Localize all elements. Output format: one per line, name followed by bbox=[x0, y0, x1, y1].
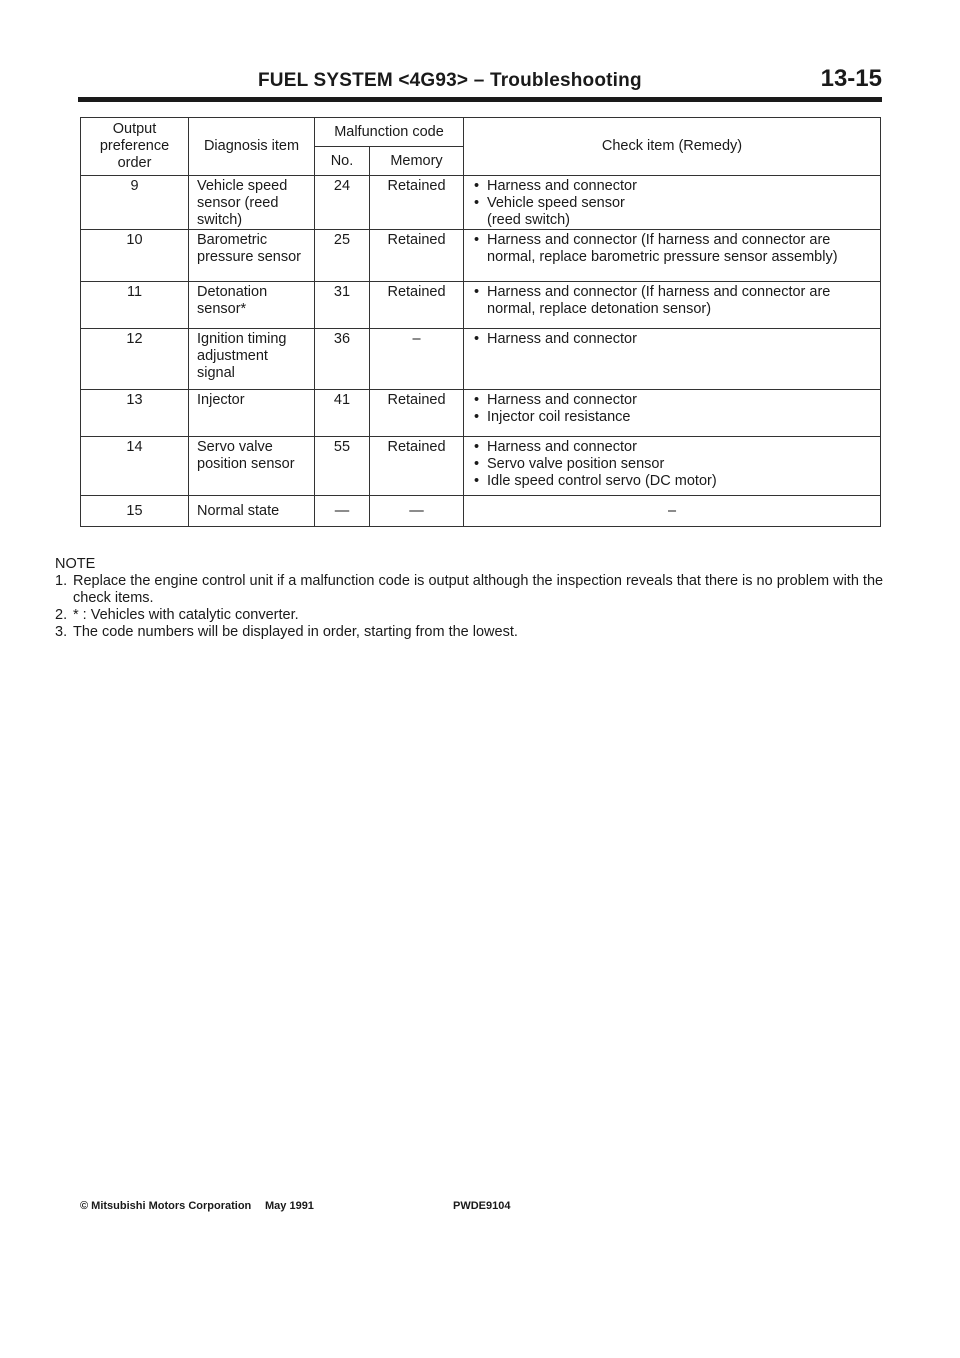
note-text: The code numbers will be displayed in order, starting from the lowest. bbox=[73, 624, 518, 640]
check-item-cell: – bbox=[464, 496, 881, 527]
note-text: * : Vehicles with catalytic converter. bbox=[73, 607, 299, 623]
check-item-line: • Servo valve position sensor bbox=[487, 456, 665, 472]
code-number-cell: 36 bbox=[315, 329, 370, 390]
check-item-line: • Injector coil resistance bbox=[487, 409, 631, 425]
diagnosis-line: position sensor bbox=[197, 456, 295, 472]
check-item-line: • Harness and connector bbox=[487, 439, 637, 455]
check-item-cell bbox=[464, 390, 881, 437]
order-cell: 15 bbox=[81, 496, 189, 527]
header-check-item: Check item (Remedy) bbox=[464, 118, 881, 176]
code-number-cell: — bbox=[315, 496, 370, 527]
table-row bbox=[81, 390, 881, 437]
note-number: 3. bbox=[55, 624, 68, 640]
diagnosis-cell bbox=[189, 282, 315, 329]
check-item-list bbox=[472, 284, 880, 318]
header-rule bbox=[78, 97, 882, 102]
code-number-cell: 24 bbox=[315, 176, 370, 230]
diagnosis-line: Detonation bbox=[197, 284, 268, 300]
check-item-list bbox=[472, 392, 880, 426]
check-item bbox=[472, 409, 880, 426]
check-item-cell bbox=[464, 230, 881, 282]
check-item-list bbox=[472, 331, 880, 348]
order-cell: 14 bbox=[81, 437, 189, 496]
diagnosis-cell bbox=[189, 176, 315, 230]
order-cell: 12 bbox=[81, 329, 189, 390]
header-order-line: Output bbox=[112, 121, 157, 137]
memory-cell: Retained bbox=[370, 230, 464, 282]
order-cell: 13 bbox=[81, 390, 189, 437]
diagnosis-line: Barometric bbox=[197, 232, 268, 248]
diagnosis-line: Servo valve bbox=[197, 439, 273, 455]
check-item bbox=[472, 195, 880, 229]
memory-cell: Retained bbox=[370, 176, 464, 230]
table-row bbox=[81, 496, 881, 527]
check-item-cell bbox=[464, 437, 881, 496]
check-item-line: • Harness and connector bbox=[487, 178, 637, 194]
footer-code: PWDE9104 bbox=[453, 1200, 511, 1212]
diagnosis-cell bbox=[189, 390, 315, 437]
header-diagnosis-item: Diagnosis item bbox=[189, 118, 315, 176]
check-item-line: normal, replace detonation sensor) bbox=[487, 301, 712, 317]
order-cell: 10 bbox=[81, 230, 189, 282]
table-row bbox=[81, 230, 881, 282]
memory-cell: — bbox=[370, 496, 464, 527]
footer-date: May 1991 bbox=[265, 1200, 314, 1212]
check-item-list bbox=[472, 439, 880, 490]
note-section bbox=[55, 556, 895, 641]
check-item bbox=[472, 178, 880, 195]
note-item bbox=[55, 607, 895, 624]
header-no: No. bbox=[315, 147, 370, 176]
diagnosis-cell bbox=[189, 230, 315, 282]
diagnosis-line: adjustment bbox=[197, 348, 268, 364]
diagnosis-table bbox=[80, 117, 881, 527]
check-item-line: • Idle speed control servo (DC motor) bbox=[487, 473, 717, 489]
check-item bbox=[472, 456, 880, 473]
check-item bbox=[472, 473, 880, 490]
check-item-line: normal, replace barometric pressure sensor assembly) bbox=[487, 249, 838, 265]
table-row bbox=[81, 437, 881, 496]
diagnosis-line: switch) bbox=[197, 212, 243, 228]
check-item-line: • Harness and connector (If harness and connector are bbox=[487, 284, 831, 300]
page-title: FUEL SYSTEM <4G93> – Troubleshooting bbox=[258, 70, 642, 91]
diagnosis-line: Vehicle speed bbox=[197, 178, 288, 194]
header-order-line: order bbox=[117, 155, 152, 171]
table-header bbox=[81, 118, 881, 176]
note-title: NOTE bbox=[55, 556, 96, 572]
table-body bbox=[81, 176, 881, 527]
table-row bbox=[81, 176, 881, 230]
diagnosis-cell bbox=[189, 496, 315, 527]
header-malfunction-code: Malfunction code bbox=[315, 118, 464, 147]
check-item-line: • Harness and connector (If harness and connector are bbox=[487, 232, 831, 248]
diagnosis-line: Ignition timing bbox=[197, 331, 287, 347]
order-cell: 11 bbox=[81, 282, 189, 329]
note-text: Replace the engine control unit if a malfunction code is output although the inspection reveals that there is no problem with the check items. bbox=[73, 573, 884, 606]
memory-cell: Retained bbox=[370, 390, 464, 437]
header-memory: Memory bbox=[370, 147, 464, 176]
check-item-line: • Harness and connector bbox=[487, 392, 637, 408]
check-item-line: • Vehicle speed sensor bbox=[487, 195, 625, 211]
diagnosis-cell bbox=[189, 437, 315, 496]
check-item-cell bbox=[464, 282, 881, 329]
diagnosis-line: sensor (reed bbox=[197, 195, 279, 211]
diagnosis-line: Normal state bbox=[197, 502, 280, 519]
diagnosis-line: Injector bbox=[197, 392, 245, 408]
check-item bbox=[472, 439, 880, 456]
diagnosis-line: sensor* bbox=[197, 301, 247, 317]
order-cell: 9 bbox=[81, 176, 189, 230]
table-row bbox=[81, 329, 881, 390]
check-item bbox=[472, 331, 880, 348]
note-item bbox=[55, 624, 895, 641]
check-item bbox=[472, 232, 880, 266]
check-item-line: (reed switch) bbox=[487, 212, 570, 228]
diagnosis-line: signal bbox=[197, 365, 235, 381]
code-number-cell: 41 bbox=[315, 390, 370, 437]
check-item bbox=[472, 284, 880, 318]
header-output-preference-order bbox=[81, 118, 189, 176]
check-item-list bbox=[472, 232, 880, 266]
note-item bbox=[55, 573, 895, 607]
check-item-cell bbox=[464, 176, 881, 230]
code-number-cell: 55 bbox=[315, 437, 370, 496]
page-number: 13-15 bbox=[820, 65, 882, 92]
code-number-cell: 31 bbox=[315, 282, 370, 329]
footer-copyright: © Mitsubishi Motors Corporation bbox=[80, 1200, 252, 1212]
memory-cell: Retained bbox=[370, 437, 464, 496]
check-item bbox=[472, 392, 880, 409]
header-order-line: preference bbox=[99, 138, 170, 154]
diagnosis-line: pressure sensor bbox=[197, 249, 301, 265]
check-item-cell bbox=[464, 329, 881, 390]
memory-cell: Retained bbox=[370, 282, 464, 329]
code-number-cell: 25 bbox=[315, 230, 370, 282]
diagnosis-cell bbox=[189, 329, 315, 390]
memory-cell: – bbox=[370, 329, 464, 390]
note-number: 1. bbox=[55, 573, 68, 589]
check-item-line: • Harness and connector bbox=[487, 331, 637, 347]
check-item-list bbox=[472, 178, 880, 229]
table-row bbox=[81, 282, 881, 329]
note-number: 2. bbox=[55, 607, 68, 623]
